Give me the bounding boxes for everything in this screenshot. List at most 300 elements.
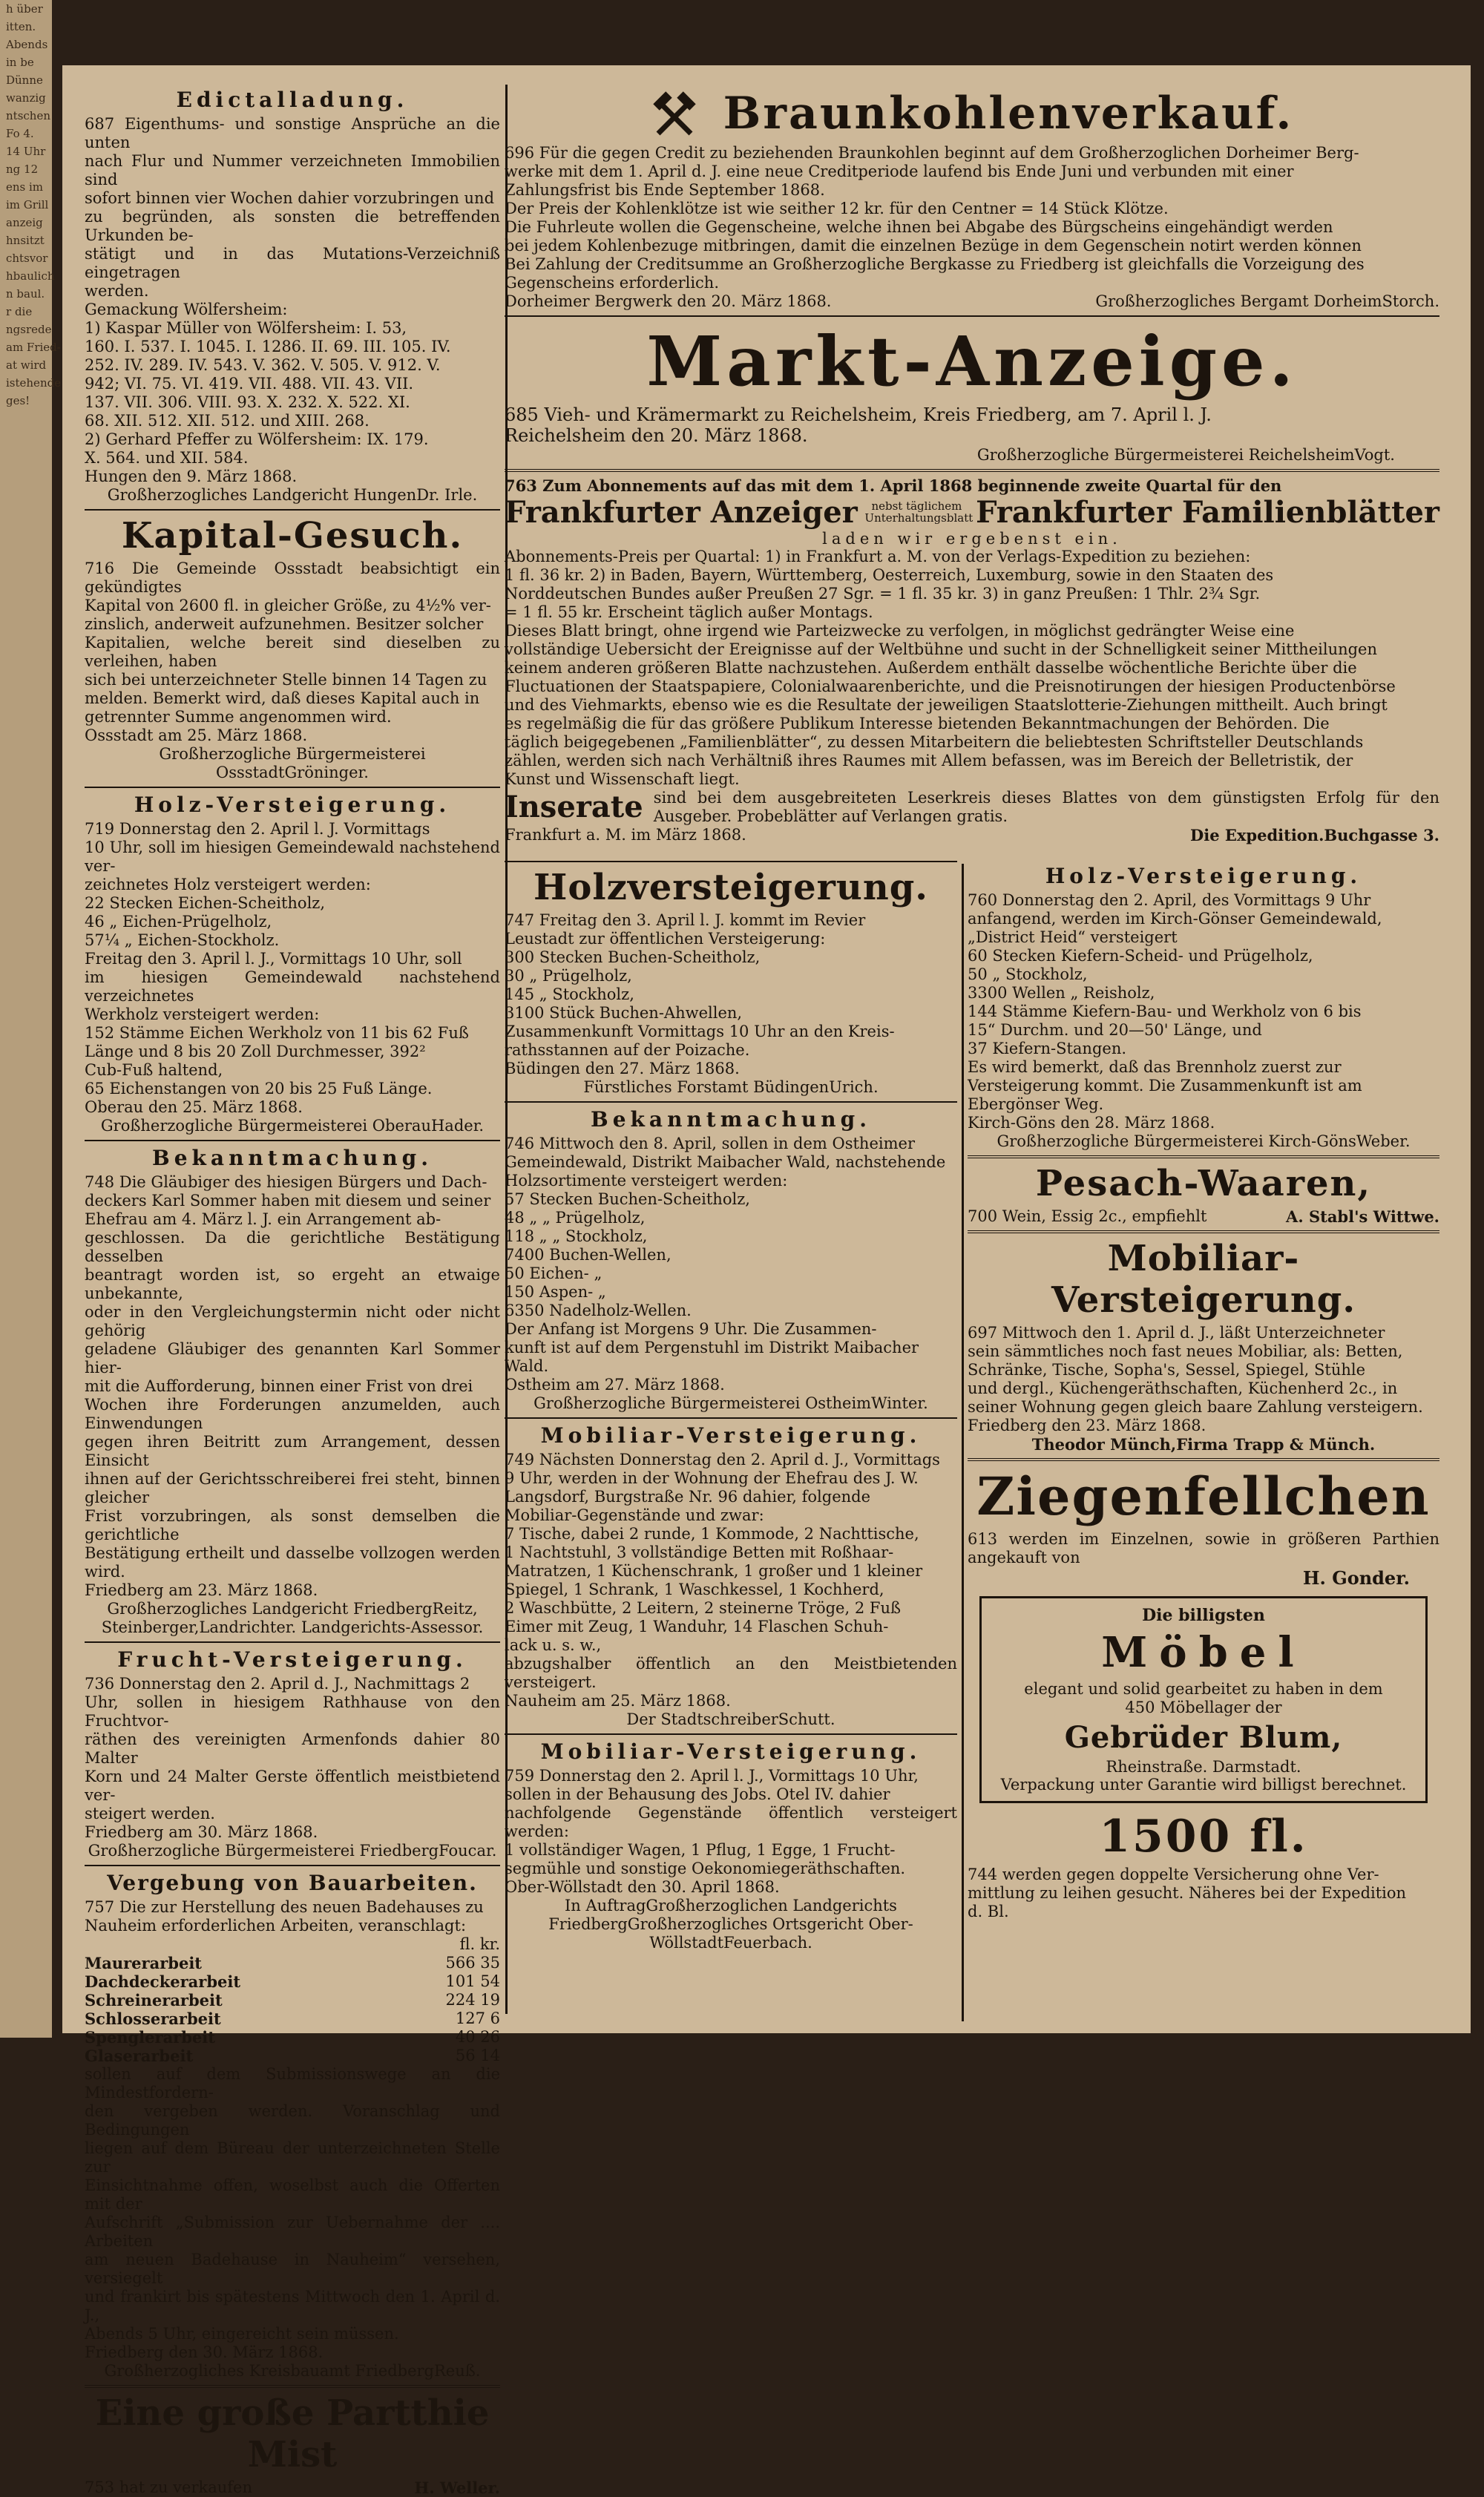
text-line: 15“ Durchm. und 20—50' Länge, und	[968, 1021, 1262, 1039]
moebel-title: Möbel	[1101, 1628, 1306, 1677]
text-line: geladene Gläubiger des genannten Karl Sommer hier-	[85, 1340, 500, 1377]
edict-signature	[85, 486, 500, 505]
kapital-title: Kapital-Gesuch.	[121, 515, 464, 557]
text-line: Großherzogliches Landgericht Friedberg	[107, 1600, 433, 1618]
bekannt2-title: Bekanntmachung.	[591, 1107, 871, 1132]
text-line: melden. Bemerkt wird, daß dieses Kapital auch in	[85, 689, 480, 707]
mobiliar3-signature	[968, 1435, 1439, 1454]
text-line: 10 Uhr, soll im hiesigen Gemeindewald nachstehend ver-	[85, 839, 500, 875]
moebel-note: Verpackung unter Garantie wird billigst berechnet.	[1000, 1776, 1407, 1794]
text-line: Storch.	[1382, 292, 1439, 310]
pesach-advertiser: A. Stabl's Wittwe.	[1286, 1207, 1439, 1226]
text-line: Fluctuationen der Staatspapiere, Colonialwaarenberichte, und die Preisnotirungen der hiesigen Productenbörse	[505, 677, 1396, 695]
text-line: im hiesigen Gemeindewald nachstehend verzeichnetes	[85, 968, 500, 1005]
markt-ad	[505, 321, 1439, 465]
text-line: Ehefrau am 4. März l. J. ein Arrangement ab-	[85, 1210, 441, 1228]
price-row	[85, 1954, 500, 1972]
price-item-name: Spenglerarbeit	[85, 2028, 215, 2047]
moebel-body	[992, 1680, 1415, 1717]
price-item-amount: 566 35	[445, 1954, 500, 1972]
bekannt2-signature	[505, 1394, 957, 1413]
text-line: 1 fl. 36 kr. 2) in Baden, Bayern, Württemberg, Oesterreich, Luxemburg, sowie in den Staaten des	[505, 565, 1274, 584]
edict-title: Edictalladung.	[176, 88, 409, 112]
text-line: 757 Die zur Herstellung des neuen Badehauses zu	[85, 1898, 484, 1916]
text-line: gegen ihren Beitritt zum Arrangement, dessen Einsicht	[85, 1433, 500, 1469]
text-line: es regelmäßig die für das größere Publikum Interesse bietenden Bekanntmachungen der Behörden. Die	[505, 714, 1330, 732]
price-item-name: Dachdeckerarbeit	[85, 1972, 241, 1991]
text-line: 152 Stämme Eichen Werkholz von 11 bis 62 Fuß	[85, 1024, 469, 1042]
bekannt1-ad	[85, 1146, 500, 1637]
frankfurter-anzeiger-title: Frankfurter Anzeiger	[505, 494, 858, 530]
text-line: täglich beigegebenen „Familienblätter“, zu dessen Mitarbeitern die beliebtesten Schriftsteller Deutschlands	[505, 732, 1364, 751]
holz1-title: Holz-Versteigerung.	[134, 793, 451, 817]
bauarbeiten-title: Vergebung von Bauarbeiten.	[107, 1871, 478, 1895]
margin-fragment: 14 Uhr	[6, 145, 46, 158]
price-item-name: Maurerarbeit	[85, 1954, 203, 1972]
text-line: getrennter Summe angenommen wird.	[85, 708, 392, 726]
price-row	[85, 1991, 500, 2009]
text-line: 145 „ Stockholz,	[505, 985, 634, 1003]
text-line: Abonnements-Preis per Quartal: 1) in Frankfurt a. M. von der Verlags-Expedition zu beziehen:	[505, 547, 1251, 565]
text-line: Uhr, sollen in hiesigem Rathhause von den Fruchtvor-	[85, 1693, 500, 1730]
wide-column	[505, 85, 1439, 844]
price-item-amount: 56 14	[455, 2047, 500, 2064]
moebel-firm: Gebrüder Blum,	[1064, 1720, 1343, 1755]
right-column	[968, 861, 1439, 1921]
text-line: steigert werden.	[85, 1805, 215, 1822]
text-line: Ober-Wöllstadt den 30. April 1868.	[505, 1878, 780, 1896]
text-line: Feuerbach.	[723, 1934, 812, 1952]
text-line: Reitz, Steinberger,	[101, 1600, 478, 1636]
text-line: Korn und 24 Malter Gerste öffentlich meistbietend ver-	[85, 1768, 500, 1804]
markt-signature	[505, 446, 1439, 465]
text-line: Friedberg am 30. März 1868.	[85, 1823, 318, 1841]
braunkohlen-body	[505, 144, 1439, 292]
margin-fragment: anzeig	[6, 216, 43, 229]
text-line: 144 Stämme Kiefern-Bau- und Werkholz von 6 bis	[968, 1003, 1362, 1020]
text-line: segmühle und sonstige Oekonomiegeräthschaften.	[505, 1860, 906, 1877]
margin-fragment: ntschen	[6, 109, 50, 122]
text-line: 1 vollständiger Wagen, 1 Pflug, 1 Egge, 1 Frucht-	[505, 1841, 896, 1859]
text-line: „District Heid“ versteigert	[968, 928, 1178, 946]
mobiliar1-signature	[505, 1710, 957, 1729]
frucht-signature	[85, 1842, 500, 1860]
text-line: Firma Trapp & Münch.	[1176, 1435, 1376, 1454]
margin-fragment: ngsrede	[6, 323, 52, 336]
frankfurter-signature	[1190, 826, 1439, 844]
text-line: Großherzogliches Kreisbauamt Friedberg	[104, 2362, 434, 2380]
text-line: Einsichtnahme offen, woselbst auch die Offerten mit der	[85, 2176, 500, 2213]
price-item-amount: 40 26	[455, 2028, 500, 2046]
text-line: und frankirt bis spätestens Mittwoch den 1. April d. J.,	[85, 2288, 500, 2324]
text-line: Spiegel, 1 Schrank, 1 Waschkessel, 1 Kochherd,	[505, 1581, 884, 1598]
mobiliar1-title: Mobiliar-Versteigerung.	[540, 1423, 922, 1448]
holz2-title: Holz-Versteigerung.	[1045, 864, 1362, 888]
text-line: Gegenscheins erforderlich.	[505, 273, 720, 292]
text-line: zu begründen, als sonsten die betreffenden Urkunden be-	[85, 208, 500, 244]
inserate-title: Inserate	[505, 790, 643, 824]
text-line: nachfolgende Gegenstände öffentlich versteigert werden:	[505, 1804, 957, 1840]
text-line: 50 „ Stockholz,	[968, 965, 1088, 983]
text-line: 7 Tische, dabei 2 runde, 1 Kommode, 2 Nachttische,	[505, 1525, 919, 1543]
text-line: Der Anfang ist Morgens 9 Uhr. Die Zusammen-	[505, 1320, 877, 1338]
text-line: 118 „ „ Stockholz,	[505, 1227, 648, 1245]
text-line: Großherzoglichen Landgerichts Friedberg	[548, 1897, 897, 1933]
text-line: Cub-Fuß haltend,	[85, 1061, 223, 1079]
text-line: Großherzogliches Bergamt Dorheim	[1095, 292, 1382, 310]
frankfurter-supplement: nebst täglichem Unterhaltungsblatt	[864, 499, 974, 525]
bauarbeiten-signature	[85, 2362, 500, 2380]
text-line: Kapital von 2600 fl. in gleicher Größe, zu 4½% ver-	[85, 597, 491, 614]
text-line: geschlossen. Da die gerichtliche Bestätigung desselben	[85, 1229, 500, 1265]
mist-line: 753 hat zu verkaufen	[85, 2478, 253, 2496]
text-line: Weber.	[1356, 1132, 1411, 1150]
ziegen-advertiser: H. Gonder.	[1302, 1567, 1410, 1589]
text-line: Bestätigung ertheilt und dasselbe vollzogen werden wird.	[85, 1544, 500, 1581]
text-line: sofort binnen vier Wochen dahier vorzubringen und	[85, 189, 495, 207]
text-line: sollen in der Behausung des Jobs. Otel IV. dahier	[505, 1785, 890, 1803]
text-line: Vogt.	[1354, 445, 1395, 464]
text-line: seiner Wohnung gegen gleich baare Zahlung versteigern.	[968, 1398, 1423, 1416]
text-line: 9 Uhr, werden in der Wohnung der Ehefrau des J. W.	[505, 1469, 919, 1487]
pesach-ad	[968, 1163, 1439, 1226]
text-line: Ossstadt am 25. März 1868.	[85, 726, 308, 744]
text-line: bei jedem Kohlenbezuge mitbringen, damit die einzelnen Bezüge in dem Gegenschein notirt werden können	[505, 236, 1362, 255]
markt-body	[505, 404, 1439, 446]
margin-fragment: Fo 4.	[6, 127, 34, 140]
text-line: d. Bl.	[968, 1903, 1009, 1920]
text-line: Großherzogliche Bürgermeisterei Ossstadt	[159, 745, 426, 781]
frankfurter-intro: 763 Zum Abonnements auf das mit dem 1. April 1868 beginnende zweite Quartal für den	[505, 476, 1282, 495]
text-line: anfangend, werden im Kirch-Gönser Gemeindewald,	[968, 910, 1382, 928]
margin-fragment: hnsitzt	[6, 234, 45, 247]
frankfurter-ad	[505, 476, 1439, 844]
text-line: 6350 Nadelholz-Wellen.	[505, 1302, 692, 1319]
text-line: 759 Donnerstag den 2. April l. J., Vormittags 10 Uhr,	[505, 1767, 919, 1785]
text-line: 57¼ „ Eichen-Stockholz.	[85, 931, 280, 949]
text-line: 749 Nächsten Donnerstag den 2. April d. J., Vormittags	[505, 1451, 940, 1469]
text-line: Langsdorf, Burgstraße Nr. 96 dahier, folgende	[505, 1488, 871, 1506]
mobiliar1-body	[505, 1451, 957, 1710]
text-line: Ebergönser Weg.	[968, 1095, 1104, 1113]
price-item-amount: 224 19	[445, 1991, 500, 2009]
inserate-text: sind bei dem ausgebreiteten Leserkreis dieses Blattes von dem günstigsten Erfolg für den Ausgeber. Probeblätter auf Verlangen gratis.	[653, 788, 1439, 825]
text-line: Kunst und Wissenschaft liegt.	[505, 770, 740, 788]
text-line: Der Preis der Kohlenklötze ist wie seither 12 kr. für den Centner = 14 Stück Klötze.	[505, 199, 1169, 217]
text-line: In Auftrag	[565, 1897, 646, 1914]
ziegen-title: Ziegenfellchen	[976, 1466, 1431, 1527]
price-item-amount: 127 6	[455, 2009, 500, 2027]
text-line: mit die Aufforderung, binnen einer Frist von drei	[85, 1377, 473, 1395]
mobiliar2-title: Mobiliar-Versteigerung.	[540, 1739, 922, 1764]
text-line: Landrichter. Landgerichts-Assessor.	[199, 1618, 484, 1636]
mobiliar3-ad	[968, 1238, 1439, 1454]
middle-column	[505, 861, 957, 1952]
text-line: ihnen auf der Gerichtsschreiberei frei steht, binnen gleicher	[85, 1470, 500, 1506]
text-line: 687 Eigenthums- und sonstige Ansprüche an die unten	[85, 115, 500, 151]
text-line: 65 Eichenstangen von 20 bis 25 Fuß Länge.	[85, 1080, 433, 1097]
text-line: 3100 Stück Buchen-Ahwellen,	[505, 1004, 743, 1022]
text-line: Buchgasse 3.	[1324, 825, 1439, 844]
text-line: Dieses Blatt bringt, ohne irgend wie Parteizwecke zu verfolgen, in möglichst gedrängter Weise eine	[505, 621, 1295, 640]
text-line: 1) Kaspar Müller von Wölfersheim: I. 53,	[85, 319, 407, 337]
text-line: 450 Möbellager der	[1125, 1699, 1282, 1716]
text-line: 748 Die Gläubiger des hiesigen Bürgers und Dach-	[85, 1173, 487, 1191]
text-line: sollen auf dem Submissionswege an die Mindestfordern-	[85, 2065, 500, 2101]
text-line: werke mit dem 1. April d. J. eine neue Creditperiode laufend bis Ende Juni und verbunden mit einer	[505, 162, 1294, 180]
text-line: 7400 Buchen-Wellen,	[505, 1246, 672, 1264]
text-line: Kapitalien, welche bereit sind dieselben zu verleihen, haben	[85, 634, 500, 670]
holzv-signature	[505, 1078, 957, 1097]
edict-ad	[85, 88, 500, 505]
frucht-title: Frucht-Versteigerung.	[117, 1647, 467, 1672]
text-line: 68. XII. 512. XII. 512. und XIII. 268.	[85, 412, 370, 430]
kapital-body	[85, 560, 500, 745]
text-line: Winter.	[871, 1394, 928, 1412]
text-line: zeichnetes Holz versteigert werden:	[85, 876, 371, 893]
text-line: Wochen ihre Forderungen anzumelden, auch Einwendungen	[85, 1396, 500, 1432]
mobiliar2-signature	[505, 1897, 957, 1952]
bekannt2-ad	[505, 1107, 957, 1413]
holzv-title: Holzversteigerung.	[533, 867, 928, 908]
text-line: werden.	[85, 282, 149, 300]
holz2-signature	[968, 1132, 1439, 1151]
braunkohlen-signature	[1095, 292, 1439, 311]
text-line: 30 „ Prügelholz,	[505, 967, 632, 985]
text-line: lack u. s. w.,	[505, 1636, 602, 1654]
mobiliar2-ad	[505, 1739, 957, 1952]
text-line: Dr. Irle.	[416, 486, 478, 504]
frucht-ad	[85, 1647, 500, 1860]
newspaper-page	[62, 65, 1471, 2497]
bauarbeiten-body	[85, 2065, 500, 2362]
markt-title: Markt-Anzeige.	[646, 321, 1298, 401]
mobiliar1-ad	[505, 1423, 957, 1729]
text-line: Friedberg am 23. März 1868.	[85, 1581, 318, 1599]
frankfurter-invite: laden wir ergebenst ein.	[822, 529, 1122, 548]
holz1-ad	[85, 793, 500, 1135]
bekannt2-body	[505, 1135, 957, 1394]
margin-fragment: chtsvor	[6, 252, 48, 265]
margin-fragment: ens im	[6, 180, 44, 194]
text-line: Werkholz versteigert werden:	[85, 1005, 320, 1023]
text-line: Friedberg den 30. März 1868.	[85, 2343, 324, 2361]
text-line: und dergl., Küchengeräthschaften, Küchenherd 2c., in	[968, 1379, 1398, 1397]
mobiliar3-body	[968, 1324, 1439, 1435]
text-line: 48 „ „ Prügelholz,	[505, 1209, 646, 1227]
text-line: deckers Karl Sommer haben mit diesem und seiner	[85, 1192, 491, 1210]
margin-fragment: hbaulich	[6, 269, 55, 283]
text-line: zählen, werden sich nach Verhältniß ihres Raumes mit Allem befassen, was im Bereich der Belletristik, der	[505, 751, 1353, 770]
left-column	[85, 85, 500, 2497]
ziegen-line: 613 werden im Einzelnen, sowie in größeren Parthien angekauft von	[968, 1530, 1439, 1566]
text-line: Foucar.	[439, 1842, 497, 1860]
text-line: Eimer mit Zeug, 1 Wanduhr, 14 Flaschen Schuh-	[505, 1618, 889, 1635]
crossed-hammers-icon	[651, 93, 698, 141]
margin-fragment: im Grill	[6, 198, 49, 211]
text-line: Die Expedition.	[1190, 825, 1324, 844]
text-line: 2 Waschbütte, 2 Leitern, 2 steinerne Tröge, 2 Fuß	[505, 1599, 901, 1617]
text-line: keinem anderen größeren Blatte nachzustehen. Außerdem enthält dasselbe wöchentliche Berichte über die	[505, 658, 1357, 677]
text-line: Fürstliches Forstamt Büdingen	[583, 1078, 830, 1096]
adjacent-page-margin	[0, 0, 62, 2038]
text-line: 37 Kiefern-Stangen.	[968, 1040, 1127, 1057]
text-line: am neuen Badehause in Nauheim“ versehen, versiegelt	[85, 2251, 500, 2287]
bekannt1-signature	[85, 1600, 500, 1637]
text-line: Wald.	[505, 1357, 549, 1375]
text-line: Schutt.	[778, 1710, 835, 1728]
bauarbeiten-ad	[85, 1871, 500, 2380]
text-line: Abends 5 Uhr, eingereicht sein müssen.	[85, 2325, 399, 2343]
margin-fragment: h über	[6, 2, 43, 16]
text-line: 747 Freitag den 3. April l. J. kommt im Revier	[505, 911, 866, 929]
frankfurter-body	[505, 548, 1439, 789]
text-line: Leustadt zur öffentlichen Versteigerung:	[505, 930, 826, 948]
text-line: 716 Die Gemeinde Ossstadt beabsichtigt ein gekündigtes	[85, 560, 500, 596]
text-line: Großherzogliche Bürgermeisterei Kirch-Göns	[997, 1132, 1356, 1150]
holz2-body	[968, 891, 1439, 1132]
text-line: 150 Aspen- „	[505, 1283, 606, 1301]
text-line: Versteigerung kommt. Die Zusammenkunft ist am	[968, 1077, 1362, 1095]
text-line: Frist vorzubringen, als sonst demselben die gerichtliche	[85, 1507, 500, 1543]
column-rule-right	[962, 864, 964, 2021]
margin-fragment: am Fried-	[6, 341, 61, 354]
margin-text-fragments	[0, 0, 62, 410]
text-line: elegant und solid gearbeitet zu haben in dem	[1024, 1680, 1383, 1698]
text-line: Hungen den 9. März 1868.	[85, 467, 298, 485]
text-line: Großherzogliches Ortsgericht Ober-Wöllstadt	[627, 1915, 913, 1952]
text-line: 696 Für die gegen Credit zu beziehenden Braunkohlen beginnt auf dem Großherzoglichen Dorheimer Berg-	[505, 143, 1359, 162]
text-line: Mobiliar-Gegenstände und zwar:	[505, 1506, 764, 1524]
text-line: sein sämmtliches noch fast neues Mobiliar, als: Betten,	[968, 1342, 1403, 1360]
holz1-signature	[85, 1117, 500, 1135]
moebel-ad	[979, 1596, 1428, 1803]
margin-fragment: Dünne	[6, 73, 43, 87]
margin-fragment: istehende	[6, 376, 62, 390]
text-line: 760 Donnerstag den 2. April, des Vormittags 9 Uhr	[968, 891, 1371, 909]
margin-fragment: ges!	[6, 394, 30, 407]
text-line: 60 Stecken Kiefern-Scheid- und Prügelholz,	[968, 947, 1313, 965]
margin-fragment: r die	[6, 305, 33, 318]
text-line: Freitag den 3. April l. J., Vormittags 10 Uhr, soll	[85, 950, 462, 968]
text-line: liegen auf dem Büreau der unterzeichneten Stelle zur	[85, 2139, 500, 2176]
margin-fragment: wanzig	[6, 91, 46, 105]
text-line: Nauheim erforderlichen Arbeiten, veranschlagt:	[85, 1917, 467, 1935]
text-line: 685 Vieh- und Krämermarkt zu Reichelsheim, Kreis Friedberg, am 7. April l. J.	[505, 404, 1212, 425]
text-line: Oberau den 25. März 1868.	[85, 1098, 303, 1116]
text-line: 137. VII. 306. VIII. 93. X. 232. X. 522. XI.	[85, 393, 410, 411]
price-row	[85, 2009, 500, 2028]
text-line: 50 Eichen- „	[505, 1264, 603, 1282]
mist-advertiser: H. Weller.	[414, 2478, 500, 2497]
text-line: beantragt worden ist, so ergeht an etwaige unbekannte,	[85, 1266, 500, 1302]
bekannt1-body	[85, 1173, 500, 1600]
kapital-ad	[85, 515, 500, 782]
moebel-pre: Die billigsten	[1142, 1606, 1265, 1625]
text-line: Gemeindewald, Distrikt Maibacher Wald, nachstehende	[505, 1153, 946, 1171]
mist-ad	[85, 2392, 500, 2497]
text-line: Großherzogliche Bürgermeisterei Reichelsheim	[976, 445, 1355, 464]
geld-body	[968, 1866, 1439, 1921]
text-line: Es wird bemerkt, daß das Brennholz zuerst zur	[968, 1058, 1342, 1076]
margin-fragment: at wird	[6, 358, 47, 372]
kapital-signature	[85, 745, 500, 782]
text-line: Großherzogliche Bürgermeisterei Ostheim	[533, 1394, 872, 1412]
margin-fragment: ng 12	[6, 163, 39, 176]
text-line: 942; VI. 75. VI. 419. VII. 488. VII. 43. VII.	[85, 375, 414, 393]
price-list	[85, 1954, 500, 2065]
text-line: rathsstannen auf der Poizache.	[505, 1041, 750, 1059]
text-line: 252. IV. 289. IV. 543. V. 362. V. 505. V. 912. V.	[85, 356, 441, 374]
text-line: Großherzogliches Landgericht Hungen	[107, 486, 417, 504]
text-line: zinslich, anderweit aufzunehmen. Besitzer solcher	[85, 615, 484, 633]
text-line: den vergeben werden. Voranschlag und Bedingungen	[85, 2102, 500, 2139]
text-line: Gemackung Wölfersheim:	[85, 301, 288, 318]
text-line: Reuß.	[434, 2362, 481, 2380]
moebel-address: Rheinstraße. Darmstadt.	[1106, 1758, 1301, 1776]
price-item-amount: 101 54	[445, 1972, 500, 1990]
text-line: Der Stadtschreiber	[626, 1710, 778, 1728]
price-row	[85, 2028, 500, 2047]
text-line: Die Fuhrleute wollen die Gegenscheine, welche ihnen bei Abgabe des Bürgscheins eingehändigt werden	[505, 217, 1333, 236]
text-line: 736 Donnerstag den 2. April d. J., Nachmittags 2	[85, 1675, 470, 1693]
text-line: 46 „ Eichen-Prügelholz,	[85, 913, 272, 931]
text-line: Zusammenkunft Vormittags 10 Uhr an den Kreis-	[505, 1023, 895, 1040]
holz2-ad	[968, 864, 1439, 1151]
price-row	[85, 2047, 500, 2065]
text-line: = 1 fl. 55 kr. Erscheint täglich außer Montags.	[505, 603, 873, 621]
text-line: Büdingen den 27. März 1868.	[505, 1060, 740, 1077]
text-line: 744 werden gegen doppelte Versicherung ohne Ver-	[968, 1866, 1379, 1883]
text-line: Kirch-Göns den 28. März 1868.	[968, 1114, 1215, 1132]
text-line: Zahlungsfrist bis Ende September 1868.	[505, 180, 825, 199]
text-line: 300 Stecken Buchen-Scheitholz,	[505, 948, 761, 966]
text-line: Schränke, Tische, Sopha's, Sessel, Spiegel, Stühle	[968, 1361, 1366, 1379]
ziegen-ad	[968, 1466, 1439, 1589]
holzv-ad	[505, 867, 957, 1097]
text-line: Holzsortimente versteigert werden:	[505, 1172, 788, 1190]
text-line: stätigt und in das Mutations-Verzeichniß eingetragen	[85, 245, 500, 281]
text-line: Nauheim am 25. März 1868.	[505, 1692, 731, 1710]
frucht-body	[85, 1675, 500, 1842]
bekannt1-title: Bekanntmachung.	[152, 1146, 433, 1170]
margin-fragment: in be	[6, 56, 34, 69]
text-line: Großherzogliche Bürgermeisterei Friedberg	[88, 1842, 439, 1860]
text-line: X. 564. und XII. 584.	[85, 449, 249, 467]
text-line: Reichelsheim den 20. März 1868.	[505, 424, 808, 446]
text-line: nach Flur und Nummer verzeichneten Immobilien sind	[85, 152, 500, 188]
text-line: 719 Donnerstag den 2. April l. J. Vormittags	[85, 820, 430, 838]
frankfurter-place: Frankfurt a. M. im März 1868.	[505, 825, 746, 844]
price-item-name: Glaserarbeit	[85, 2047, 194, 2065]
edict-body	[85, 115, 500, 486]
text-line: 697 Mittwoch den 1. April d. J., läßt Unterzeichneter	[968, 1324, 1385, 1342]
text-line: 3300 Wellen „ Reisholz,	[968, 984, 1155, 1002]
price-item-name: Schlosserarbeit	[85, 2009, 221, 2028]
bauarbeiten-intro	[85, 1898, 500, 1935]
text-line: räthen des vereinigten Armenfonds dahier 80 Malter	[85, 1730, 500, 1767]
pesach-line: 700 Wein, Essig 2c., empfiehlt	[968, 1207, 1207, 1225]
text-line: oder in den Vergleichungstermin nicht oder nicht gehörig	[85, 1303, 500, 1339]
text-line: abzugshalber öffentlich an den Meistbietenden versteigert.	[505, 1655, 957, 1691]
geld-title: 1500 fl.	[1099, 1811, 1308, 1863]
price-header: fl. kr.	[459, 1935, 500, 1953]
text-line: 1 Nachtstuhl, 3 vollständige Betten mit Roßhaar-	[505, 1543, 894, 1561]
text-line: 22 Stecken Eichen-Scheitholz,	[85, 894, 326, 912]
mobiliar3-title: Mobiliar-Versteigerung.	[1051, 1238, 1356, 1321]
holz1-body	[85, 820, 500, 1117]
text-line: Friedberg den 23. März 1868.	[968, 1417, 1206, 1434]
